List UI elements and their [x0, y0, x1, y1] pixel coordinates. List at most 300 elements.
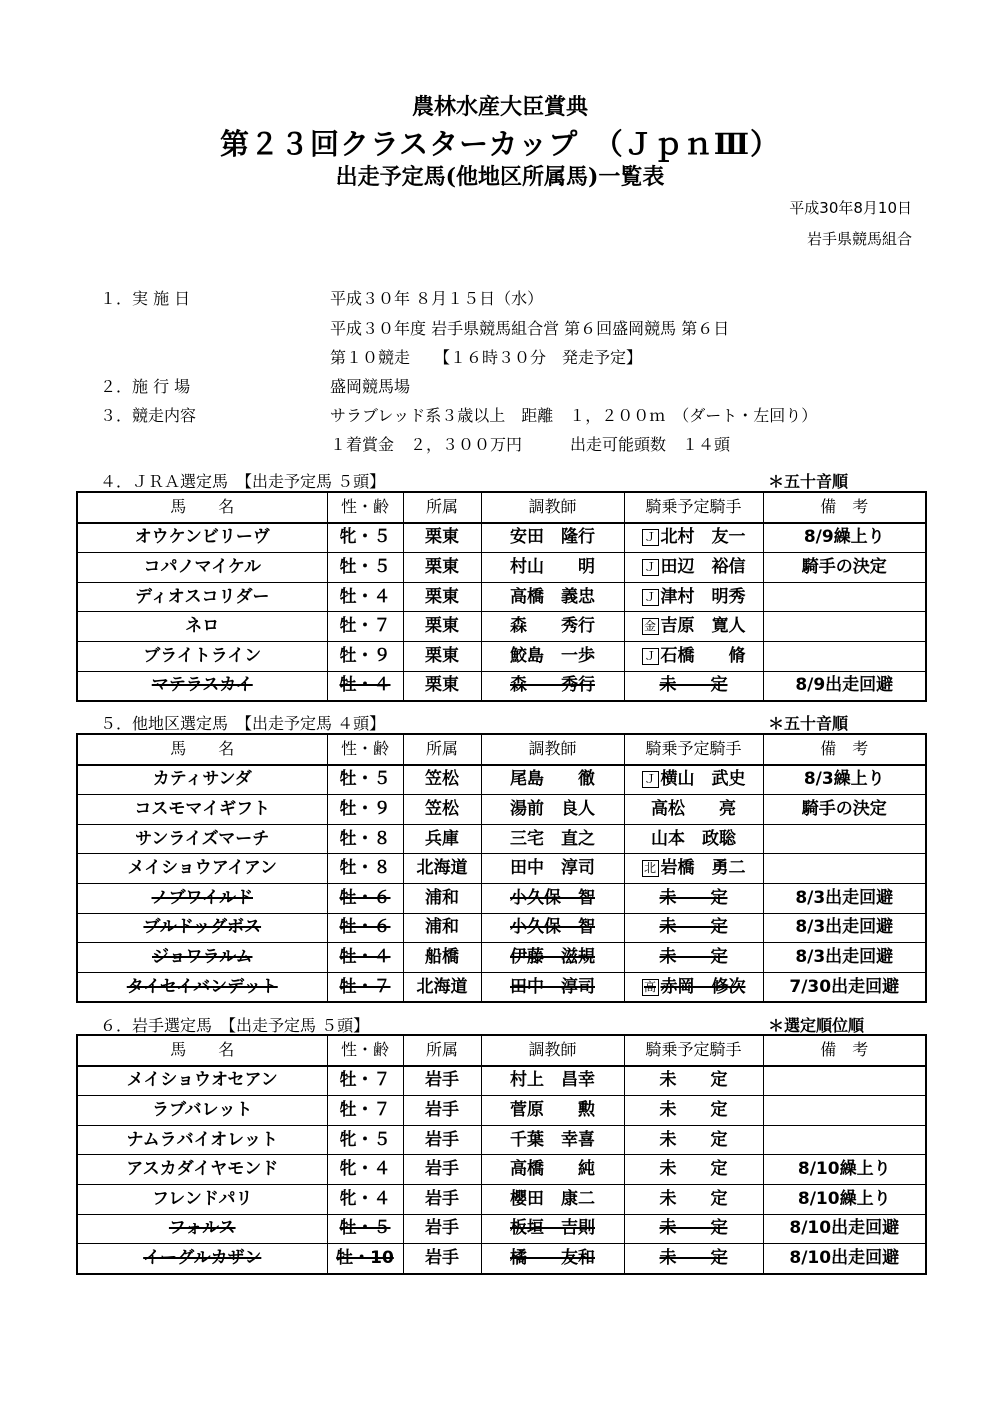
cell-trainer	[481, 641, 624, 671]
cell-horse	[77, 1096, 327, 1126]
cell-horse	[77, 1066, 327, 1096]
sex-age-text: 牡・９	[339, 645, 391, 666]
title-list: 出走予定馬(他地区所属馬)一覧表	[335, 164, 665, 190]
sex-age-text: 牡・７	[339, 1099, 391, 1120]
cell-remark	[763, 641, 926, 671]
table-row	[77, 883, 926, 913]
section-title: ５．他地区選定馬 【出走予定馬 ４頭】	[100, 714, 386, 733]
aff-text: 岩手	[425, 1188, 459, 1209]
aff-text: 岩手	[425, 1070, 459, 1091]
cell-trainer	[481, 913, 624, 943]
table-header	[77, 734, 926, 765]
item1-line3: 第１０競走 【１６時３０分 発走予定】	[330, 348, 643, 367]
jockey-affiliation-mark: Ｊ	[642, 771, 659, 788]
remark-text: 7/30出走回避	[789, 976, 900, 997]
cell-trainer	[481, 612, 624, 642]
cell-jockey	[624, 671, 763, 701]
cell-jockey	[624, 972, 763, 1002]
cell-sex-age	[327, 1096, 403, 1126]
cell-horse	[77, 612, 327, 642]
jockey-affiliation-mark: Ｊ	[642, 529, 659, 546]
horse-text: オウケンビリーヴ	[134, 527, 270, 548]
aff-text: 栗東	[425, 616, 459, 637]
trainer-text: 森 秀行	[510, 616, 595, 637]
horse-text: サンライズマーチ	[135, 828, 270, 849]
table-row	[77, 1214, 926, 1244]
table-row	[77, 1155, 926, 1185]
cell-remark	[763, 883, 926, 913]
cell-remark	[763, 523, 926, 553]
cell-remark	[763, 1214, 926, 1244]
table-row	[77, 553, 926, 583]
jockey-text: 未 定	[659, 1129, 728, 1150]
table-header	[77, 492, 926, 523]
column-header: 性・齢	[327, 734, 403, 765]
entry-table-other	[76, 733, 927, 1003]
horse-text: ラブバレット	[152, 1099, 253, 1120]
trainer-text: 菅原 勲	[510, 1099, 595, 1120]
remark-text: 騎手の決定	[801, 556, 887, 577]
jockey-text: 未 定	[659, 1218, 728, 1239]
table-row	[77, 1184, 926, 1214]
trainer-text: 板垣 吉則	[510, 1218, 595, 1239]
sex-age-text: 牡・４	[339, 675, 391, 696]
column-header: 備 考	[763, 492, 926, 523]
cell-jockey	[624, 854, 763, 884]
cell-sex-age	[327, 612, 403, 642]
sex-age-text: 牡・４	[339, 586, 391, 607]
jockey-text: 吉原 寛人	[660, 616, 746, 637]
cell-trainer	[481, 1184, 624, 1214]
aff-text: 笠松	[425, 769, 459, 790]
horse-text: ブルドッグボス	[143, 917, 262, 938]
trainer-text: 村山 明	[510, 556, 595, 577]
table-row	[77, 671, 926, 701]
aff-text: 笠松	[425, 798, 459, 819]
cell-trainer	[481, 1214, 624, 1244]
remark-text: 8/3出走回避	[795, 887, 894, 908]
jockey-text: 未 定	[659, 1247, 728, 1268]
column-header: 騎乗予定騎手	[624, 734, 763, 765]
jockey-text: 山本 政聡	[651, 828, 736, 849]
cell-trainer	[481, 1155, 624, 1185]
cell-aff	[403, 943, 481, 973]
section-title: ６．岩手選定馬 【出走予定馬 ５頭】	[100, 1016, 370, 1035]
cell-sex-age	[327, 883, 403, 913]
jockey-text: 未 定	[659, 1159, 728, 1180]
horse-text: タイセイバンデット	[126, 976, 278, 997]
item1-line1: 平成３０年 ８月１５日（水）	[330, 289, 544, 308]
trainer-text: 安田 隆行	[510, 527, 595, 548]
cell-sex-age	[327, 523, 403, 553]
entry-table-iwate	[76, 1034, 927, 1275]
aff-text: 兵庫	[425, 828, 459, 849]
section-title: ４．ＪＲＡ選定馬 【出走予定馬 ５頭】	[100, 472, 386, 491]
horse-text: ネロ	[185, 616, 220, 637]
aff-text: 岩手	[425, 1247, 459, 1268]
issue-date: 平成30年8月10日	[789, 199, 912, 217]
table-row	[77, 523, 926, 553]
cell-remark	[763, 671, 926, 701]
cell-remark	[763, 824, 926, 854]
cell-aff	[403, 1184, 481, 1214]
column-header: 馬 名	[77, 492, 327, 523]
cell-aff	[403, 1155, 481, 1185]
table-row	[77, 1096, 926, 1126]
cell-trainer	[481, 824, 624, 854]
horse-text: アスカダイヤモンド	[126, 1159, 279, 1180]
cell-remark	[763, 612, 926, 642]
cell-jockey	[624, 913, 763, 943]
cell-aff	[403, 913, 481, 943]
cell-aff	[403, 612, 481, 642]
entry-table-jra	[76, 491, 927, 702]
jockey-text: 未 定	[659, 946, 728, 967]
item3-line2: １着賞金 ２，３００万円 出走可能頭数 １４頭	[330, 435, 731, 454]
table-row	[77, 1244, 926, 1274]
cell-aff	[403, 1066, 481, 1096]
aff-text: 船橋	[425, 946, 459, 967]
remark-text: 8/10出走回避	[789, 1247, 900, 1268]
trainer-text: 森 秀行	[510, 675, 595, 696]
cell-sex-age	[327, 824, 403, 854]
horse-text: ジョワラルム	[152, 946, 253, 967]
cell-remark	[763, 765, 926, 795]
remark-text: 8/10繰上り	[797, 1159, 891, 1180]
column-header: 性・齢	[327, 492, 403, 523]
cell-trainer	[481, 1096, 624, 1126]
cell-aff	[403, 1096, 481, 1126]
jockey-text: 未 定	[659, 1099, 728, 1120]
cell-jockey	[624, 582, 763, 612]
table-row	[77, 854, 926, 884]
aff-text: 北海道	[416, 858, 468, 879]
cell-sex-age	[327, 641, 403, 671]
cell-jockey	[624, 795, 763, 825]
jockey-affiliation-mark: 北	[642, 860, 659, 877]
aff-text: 栗東	[425, 556, 459, 577]
trainer-text: 高橋 純	[510, 1159, 595, 1180]
cell-trainer	[481, 795, 624, 825]
sex-age-text: 牡・10	[336, 1247, 394, 1268]
table-header	[77, 1035, 926, 1066]
cell-aff	[403, 553, 481, 583]
trainer-text: 三宅 直之	[510, 828, 595, 849]
cell-trainer	[481, 1125, 624, 1155]
cell-sex-age	[327, 943, 403, 973]
cell-remark	[763, 1244, 926, 1274]
column-header: 騎乗予定騎手	[624, 492, 763, 523]
table-row	[77, 612, 926, 642]
column-header: 所属	[403, 734, 481, 765]
cell-trainer	[481, 883, 624, 913]
cell-aff	[403, 671, 481, 701]
remark-text: 8/3出走回避	[795, 946, 894, 967]
sex-age-text: 牡・５	[339, 769, 391, 790]
table-row	[77, 795, 926, 825]
column-header: 調教師	[481, 1035, 624, 1066]
cell-remark	[763, 1096, 926, 1126]
sex-age-text: 牡・７	[339, 616, 391, 637]
jockey-text: 田辺 裕信	[660, 556, 746, 577]
jockey-text: 赤岡 修次	[660, 976, 746, 997]
cell-remark	[763, 1184, 926, 1214]
sex-age-text: 牡・９	[339, 798, 391, 819]
remark-text: 8/10出走回避	[789, 1218, 900, 1239]
cell-aff	[403, 1244, 481, 1274]
trainer-text: 田中 淳司	[510, 858, 595, 879]
aff-text: 岩手	[425, 1129, 459, 1150]
cell-jockey	[624, 883, 763, 913]
jockey-affiliation-mark: 高	[642, 979, 659, 996]
remark-text: 騎手の決定	[801, 798, 887, 819]
cell-horse	[77, 824, 327, 854]
table-row	[77, 913, 926, 943]
cell-sex-age	[327, 1125, 403, 1155]
cell-remark	[763, 1155, 926, 1185]
title-award: 農林水産大臣賞典	[411, 94, 588, 120]
sex-age-text: 牡・５	[339, 556, 391, 577]
cell-aff	[403, 854, 481, 884]
column-header: 馬 名	[77, 1035, 327, 1066]
table-row	[77, 1125, 926, 1155]
cell-trainer	[481, 553, 624, 583]
item1-label: １．実 施 日	[100, 289, 191, 308]
sex-age-text: 牡・７	[339, 976, 391, 997]
cell-jockey	[624, 1184, 763, 1214]
cell-sex-age	[327, 1066, 403, 1096]
cell-sex-age	[327, 1244, 403, 1274]
horse-text: カティサンダ	[152, 769, 252, 790]
jockey-text: 未 定	[659, 887, 728, 908]
cell-trainer	[481, 671, 624, 701]
horse-text: ブライトライン	[143, 645, 262, 666]
cell-sex-age	[327, 582, 403, 612]
cell-trainer	[481, 943, 624, 973]
cell-aff	[403, 824, 481, 854]
cell-jockey	[624, 1066, 763, 1096]
trainer-text: 櫻田 康二	[510, 1188, 595, 1209]
trainer-text: 伊藤 滋規	[510, 946, 595, 967]
cell-sex-age	[327, 671, 403, 701]
column-header: 騎乗予定騎手	[624, 1035, 763, 1066]
remark-text: 8/3繰上り	[803, 769, 885, 790]
title-race: 第２３回クラスターカップ （ＪｐｎⅢ）	[219, 127, 781, 161]
jockey-text: 横山 武史	[660, 769, 746, 790]
jockey-text: 高松 亮	[651, 798, 736, 819]
aff-text: 岩手	[425, 1159, 459, 1180]
sex-age-text: 牡・５	[339, 1218, 391, 1239]
jockey-text: 未 定	[659, 917, 728, 938]
cell-sex-age	[327, 795, 403, 825]
horse-text: コパノマイケル	[143, 556, 261, 577]
cell-trainer	[481, 523, 624, 553]
cell-jockey	[624, 1155, 763, 1185]
cell-horse	[77, 1125, 327, 1155]
cell-trainer	[481, 765, 624, 795]
jockey-text: 石橋 脩	[660, 645, 746, 666]
column-header: 調教師	[481, 492, 624, 523]
jockey-text: 未 定	[659, 1188, 728, 1209]
item2-label: ２．施 行 場	[100, 377, 191, 396]
cell-aff	[403, 972, 481, 1002]
cell-horse	[77, 523, 327, 553]
horse-text: ディオスコリダー	[135, 586, 270, 607]
jockey-text: 岩橋 勇二	[660, 858, 746, 879]
cell-aff	[403, 765, 481, 795]
cell-jockey	[624, 641, 763, 671]
remark-text: 8/9出走回避	[795, 675, 894, 696]
cell-horse	[77, 913, 327, 943]
cell-jockey	[624, 1244, 763, 1274]
aff-text: 浦和	[425, 917, 459, 938]
trainer-text: 小久保 智	[510, 917, 595, 938]
horse-text: メイショウオセアン	[126, 1070, 278, 1091]
trainer-text: 村上 昌幸	[510, 1070, 595, 1091]
cell-jockey	[624, 553, 763, 583]
trainer-text: 尾島 徹	[510, 769, 595, 790]
cell-remark	[763, 795, 926, 825]
cell-horse	[77, 671, 327, 701]
sex-age-text: 牡・６	[339, 887, 391, 908]
item2-value: 盛岡競馬場	[330, 377, 411, 396]
cell-jockey	[624, 612, 763, 642]
cell-horse	[77, 883, 327, 913]
table-row	[77, 824, 926, 854]
cell-horse	[77, 943, 327, 973]
horse-text: コスモマイギフト	[134, 798, 271, 819]
cell-jockey	[624, 1214, 763, 1244]
cell-jockey	[624, 1096, 763, 1126]
cell-horse	[77, 854, 327, 884]
jockey-text: 未 定	[659, 1070, 728, 1091]
cell-aff	[403, 582, 481, 612]
horse-text: イーグルカザン	[143, 1247, 262, 1268]
cell-jockey	[624, 765, 763, 795]
aff-text: 北海道	[416, 976, 468, 997]
sex-age-text: 牝・４	[339, 1159, 391, 1180]
cell-remark	[763, 913, 926, 943]
cell-remark	[763, 854, 926, 884]
cell-aff	[403, 795, 481, 825]
trainer-text: 高橋 義忠	[510, 586, 595, 607]
issuer: 岩手県競馬組合	[806, 230, 912, 248]
cell-jockey	[624, 824, 763, 854]
cell-horse	[77, 1244, 327, 1274]
cell-aff	[403, 883, 481, 913]
cell-remark	[763, 553, 926, 583]
column-header: 備 考	[763, 734, 926, 765]
cell-trainer	[481, 972, 624, 1002]
cell-remark	[763, 1125, 926, 1155]
trainer-text: 小久保 智	[510, 887, 595, 908]
table-row	[77, 582, 926, 612]
column-header: 馬 名	[77, 734, 327, 765]
cell-horse	[77, 641, 327, 671]
horse-text: マテラスカイ	[151, 675, 253, 696]
cell-trainer	[481, 1066, 624, 1096]
trainer-text: 田中 淳司	[510, 976, 595, 997]
aff-text: 栗東	[425, 586, 459, 607]
table-row	[77, 1066, 926, 1096]
horse-text: メイショウアイアン	[127, 858, 278, 879]
cell-horse	[77, 1184, 327, 1214]
cell-jockey	[624, 523, 763, 553]
table-row	[77, 972, 926, 1002]
cell-sex-age	[327, 1214, 403, 1244]
cell-horse	[77, 553, 327, 583]
jockey-text: 未 定	[659, 675, 728, 696]
cell-remark	[763, 1066, 926, 1096]
aff-text: 栗東	[425, 675, 459, 696]
table-row	[77, 641, 926, 671]
aff-text: 岩手	[425, 1099, 459, 1120]
cell-jockey	[624, 1125, 763, 1155]
horse-text: ノブワイルド	[151, 887, 253, 908]
column-header: 所属	[403, 1035, 481, 1066]
section-note: ＊選定順位順	[768, 1016, 865, 1035]
cell-sex-age	[327, 1155, 403, 1185]
jockey-text: 北村 友一	[660, 527, 746, 548]
aff-text: 岩手	[425, 1218, 459, 1239]
sex-age-text: 牡・７	[339, 1070, 391, 1091]
sex-age-text: 牡・４	[339, 946, 391, 967]
sex-age-text: 牝・４	[339, 1188, 391, 1209]
sex-age-text: 牝・５	[339, 1129, 391, 1150]
section-note: ＊五十音順	[768, 472, 849, 491]
table-row	[77, 765, 926, 795]
cell-remark	[763, 943, 926, 973]
cell-trainer	[481, 582, 624, 612]
remark-text: 8/3出走回避	[795, 917, 894, 938]
cell-sex-age	[327, 972, 403, 1002]
jockey-affiliation-mark: Ｊ	[642, 559, 659, 576]
column-header: 所属	[403, 492, 481, 523]
aff-text: 栗東	[425, 645, 459, 666]
horse-text: ナムラバイオレット	[126, 1129, 278, 1150]
cell-horse	[77, 972, 327, 1002]
cell-sex-age	[327, 553, 403, 583]
cell-trainer	[481, 1244, 624, 1274]
jockey-affiliation-mark: 金	[642, 618, 659, 635]
cell-aff	[403, 641, 481, 671]
trainer-text: 千葉 幸喜	[510, 1129, 595, 1150]
section-note: ＊五十音順	[768, 714, 849, 733]
item3-line1: サラブレッド系３歳以上 距離 １，２００ｍ （ダート・左回り）	[330, 406, 818, 425]
aff-text: 浦和	[425, 887, 459, 908]
cell-remark	[763, 972, 926, 1002]
cell-sex-age	[327, 1184, 403, 1214]
jockey-text: 津村 明秀	[660, 586, 746, 607]
cell-horse	[77, 582, 327, 612]
cell-remark	[763, 582, 926, 612]
cell-aff	[403, 1125, 481, 1155]
horse-text: フォルス	[168, 1218, 236, 1239]
jockey-affiliation-mark: Ｊ	[642, 589, 659, 606]
cell-trainer	[481, 854, 624, 884]
trainer-text: 湯前 良人	[510, 798, 595, 819]
column-header: 調教師	[481, 734, 624, 765]
remark-text: 8/10繰上り	[797, 1188, 891, 1209]
cell-horse	[77, 765, 327, 795]
cell-sex-age	[327, 854, 403, 884]
cell-sex-age	[327, 913, 403, 943]
cell-aff	[403, 523, 481, 553]
cell-horse	[77, 1155, 327, 1185]
sex-age-text: 牡・８	[339, 828, 391, 849]
aff-text: 栗東	[425, 527, 459, 548]
sex-age-text: 牡・６	[339, 917, 391, 938]
